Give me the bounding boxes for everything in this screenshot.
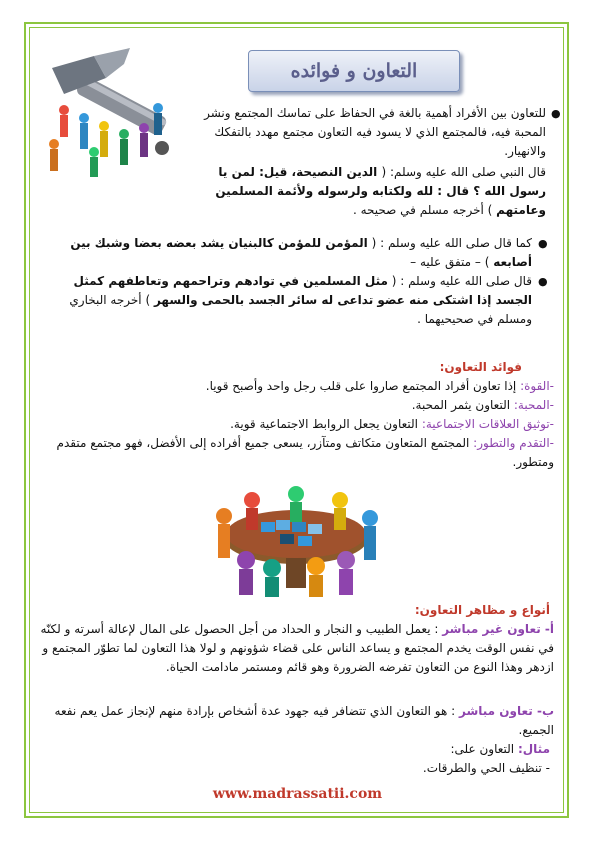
footer-website-link[interactable]: www.madrassatii.com: [212, 786, 383, 802]
example: مثال: التعاون على:: [450, 742, 550, 756]
intro-paragraph: للتعاون بين الأفراد أهمية بالغة في الحفاظ على تماسك المجتمع ونشر المحبة فيه، فالمجتمع الذي لا يسود فيه التعاون مجتمع مهدد بالتفكك والانهيار.: [204, 106, 546, 158]
bullet-icon: ●: [551, 107, 561, 120]
bullet-icon: ●: [538, 237, 548, 250]
benefits-list: [40, 377, 554, 472]
hadith-3: قال صلى الله عليه وسلم : ( مثل المسلمين في توادهم وتراحمهم وتعاطفهم كمثل الجسد إذا اشتكى منه عضو تداعى له سائر الجسد بالحمى والسهر ) أخرجه البخاري ومسلم في صحيحيهما .: [69, 274, 532, 326]
page-title-box: [248, 50, 460, 92]
direct-cooperation: ب- تعاون مباشر : هو التعاون الذي تتضافر فيه جهود عدة أشخاص بإرادة منهم لإنجاز عمل يعم نفعه الجميع.: [54, 704, 554, 737]
round-table-puzzle-illustration: [206, 486, 386, 598]
indirect-cooperation: أ- تعاون غير مباشر : يعمل الطبيب و النجار و الحداد من أجل الحصول على المال لإعالة أسرته و لكنّه في نفس الوقت يخدم المجتمع و يساعد الناس على قضاء شؤونهم و لولا هذا التعاون لما تطوّر المجتمع و ازدهر وهذا النوع من التعاون تفرضه الضرورة وهو قائم ومستمر مادامت الحياة.: [40, 622, 554, 674]
example-item: - تنظيف الحي والطرقات.: [422, 761, 550, 775]
benefit-item: -توثيق العلاقات الاجتماعية: التعاون يجعل الروابط الاجتماعية قوية.: [230, 417, 554, 431]
benefit-item: -التقدم والتطور: المجتمع المتعاون متكاتف ومتآزر، يسعى جميع أفراده إلى الأفضل، فهو مجتمع متقدم ومتطور.: [56, 436, 554, 469]
hadith-2: كما قال صلى الله عليه وسلم : ( المؤمن للمؤمن كالبنيان يشد بعضه بعضا وشبك بين أصابعه ) – متفق عليه –: [70, 236, 532, 269]
bullet-icon: ●: [538, 275, 548, 288]
page-title: التعاون و فوائده: [290, 60, 418, 82]
types-heading: أنواع و مظاهر التعاون:: [414, 603, 550, 617]
hadith-1: قال النبي صلى الله عليه وسلم: ( الدين النصيحة، قيل: لمن يا رسول الله ؟ قال : لله ولكتابه ولرسوله ولأئمة المسلمين وعامتهم ) أخرجه مسلم في صحيحه .: [215, 165, 546, 217]
teamwork-hammer-illustration: [34, 48, 184, 178]
benefits-heading: فوائد التعاون:: [439, 360, 522, 374]
benefit-item: -المحبة: التعاون يثمر المحبة.: [411, 398, 554, 412]
benefit-item: -القوة: إذا تعاون أفراد المجتمع صاروا على قلب رجل واحد وأصبح قويا.: [205, 379, 554, 393]
